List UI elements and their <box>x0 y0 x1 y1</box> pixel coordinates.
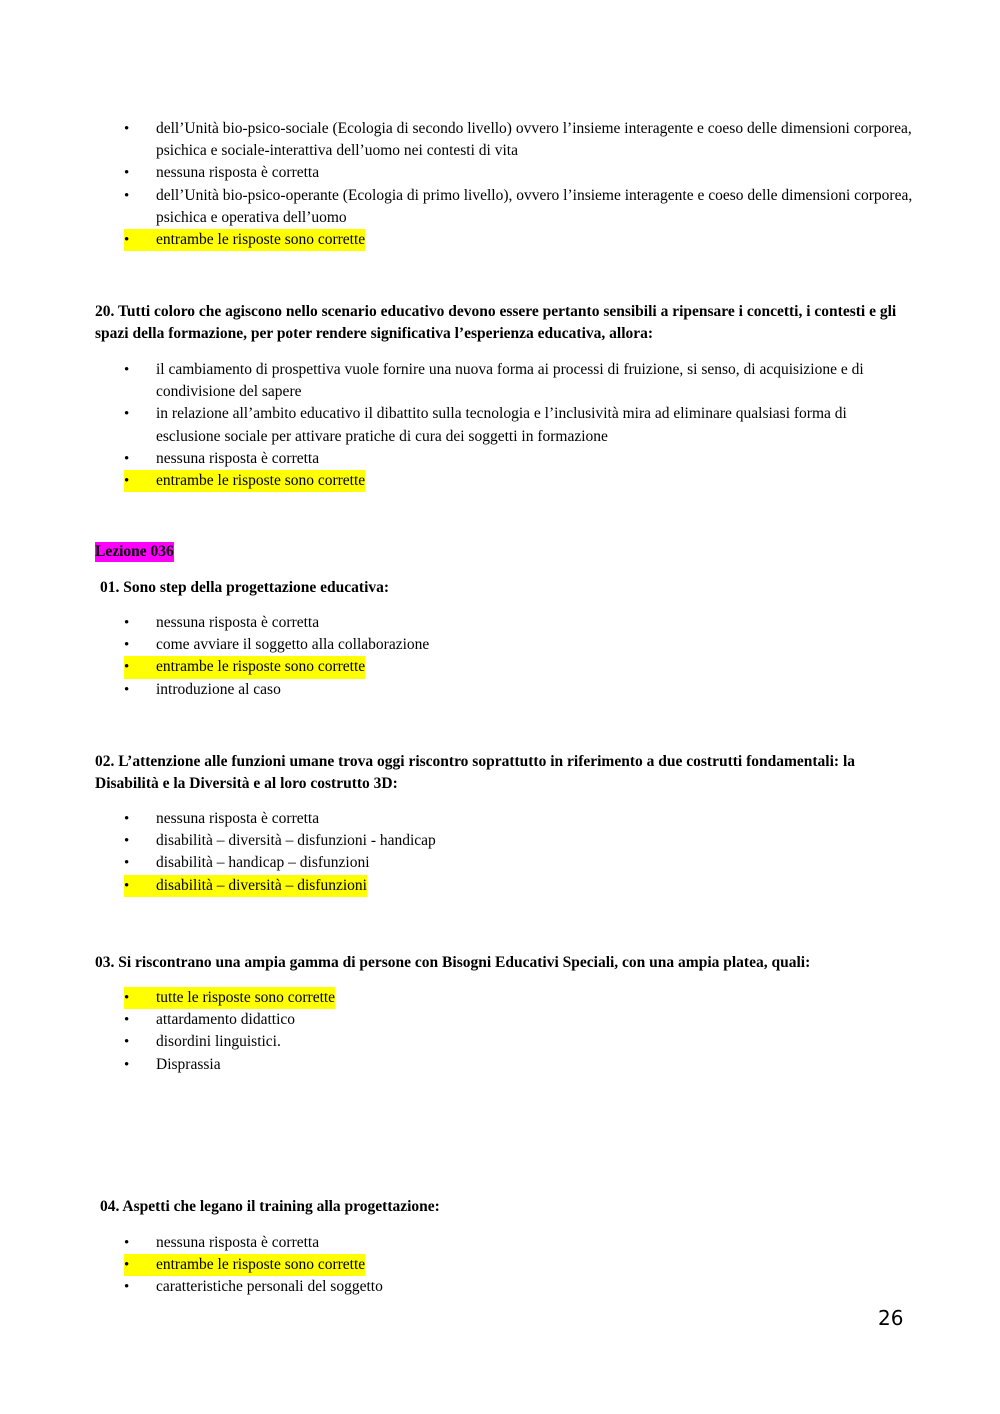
bullet-icon: • <box>124 1012 130 1029</box>
answer-item <box>124 185 914 229</box>
answer-text: entrambe le risposte sono corrette <box>156 1256 366 1274</box>
answer-item <box>124 679 914 701</box>
answer-item <box>124 830 914 852</box>
answer-text: caratteristiche personali del soggetto <box>156 1278 383 1296</box>
answer-text: entrambe le risposte sono corrette <box>156 472 366 490</box>
answer-text: dell’Unità bio-psico-sociale (Ecologia di secondo livello) ovvero l’insieme interagente e coeso delle dimensioni corporea, psichica e sociale-interattiva dell’uomo nei contesti di vita <box>156 120 912 160</box>
answer-text: Disprassia <box>156 1055 221 1073</box>
answer-text: disabilità – diversità – disfunzioni - handicap <box>156 832 436 850</box>
answer-item <box>124 808 914 830</box>
bullet-icon: • <box>124 165 130 182</box>
q01-answer-list <box>124 612 914 701</box>
answer-text: in relazione all’ambito educativo il dibattito sulla tecnologia e l’inclusività mira ad eliminare qualsiasi forma di esclusione sociale per attivare pratiche di cura dei soggetti in formazione <box>156 405 847 445</box>
answer-text: introduzione al caso <box>156 680 281 698</box>
answer-text: nessuna risposta è corretta <box>156 810 320 827</box>
bullet-icon: • <box>124 1034 130 1051</box>
answer-item-correct <box>124 229 365 251</box>
bullet-icon: • <box>124 1279 130 1296</box>
lesson-title: Lezione 036 <box>95 543 174 560</box>
answer-item <box>124 1054 914 1076</box>
answer-item <box>124 1009 914 1031</box>
answer-text: nessuna risposta è corretta <box>156 614 320 631</box>
answer-text: nessuna risposta è corretta <box>156 449 320 467</box>
answer-item <box>124 612 914 634</box>
answer-text: dell’Unità bio-psico-operante (Ecologia di primo livello), ovvero l’insieme interagente e coeso delle dimensioni corporea, psichica e operativa dell’uomo <box>156 186 913 226</box>
question-04: 04. Aspetti che legano il training alla progettazione: <box>100 1198 440 1215</box>
bullet-icon: • <box>124 681 130 698</box>
q02-answer-list <box>124 808 914 897</box>
question-03: 03. Si riscontrano una ampia gamma di persone con Bisogni Educativi Speciali, con una ampia platea, quali: <box>95 954 811 971</box>
bullet-icon: • <box>124 990 130 1006</box>
answer-item <box>124 359 914 403</box>
page-number: 26 <box>878 1306 904 1330</box>
bullet-icon: • <box>124 362 130 378</box>
bullet-icon: • <box>124 1257 130 1274</box>
bullet-icon: • <box>124 187 130 204</box>
q20-answer-list <box>124 359 914 492</box>
bullet-icon: • <box>124 450 130 467</box>
bullet-icon: • <box>124 615 130 631</box>
answer-text: disordini linguistici. <box>156 1033 281 1051</box>
answer-item <box>124 634 914 656</box>
answer-text: disabilità – handicap – disfunzioni <box>156 854 370 872</box>
answer-text: il cambiamento di prospettiva vuole fornire una nuova forma ai processi di fruizione, si senso, di acquisizione e di condivisione del sapere <box>156 361 864 401</box>
answer-text: entrambe le risposte sono corrette <box>156 231 366 249</box>
bullet-icon: • <box>124 232 130 249</box>
answer-text: disabilità – diversità – disfunzioni <box>156 876 367 894</box>
answer-text: nessuna risposta è corretta <box>156 1234 320 1251</box>
bullet-icon: • <box>124 811 130 827</box>
answer-item <box>124 1031 914 1053</box>
bullet-icon: • <box>124 406 130 423</box>
answer-item-correct <box>124 656 365 678</box>
question-02: 02. L’attenzione alle funzioni umane trova oggi riscontro soprattutto in riferimento a due costrutti fondamentali: la Disabilità e la Diversità e al loro costrutto 3D: <box>95 753 856 792</box>
bullet-icon: • <box>124 121 130 137</box>
answer-item <box>124 1276 914 1298</box>
answer-item <box>124 448 914 470</box>
question-20: 20. Tutti coloro che agiscono nello scenario educativo devono essere pertanto sensibili a ripensare i concetti, i contesti e gli spazi della formazione, per poter rendere significativa l’esperienza educativa, allora: <box>95 303 897 342</box>
answer-text: tutte le risposte sono corrette <box>156 989 336 1006</box>
answer-item-correct <box>124 470 365 492</box>
bullet-icon: • <box>124 877 130 894</box>
bullet-icon: • <box>124 855 130 872</box>
q04-answer-list <box>124 1232 914 1299</box>
answer-item <box>124 852 914 874</box>
answer-item-correct <box>124 875 367 897</box>
question-01: 01. Sono step della progettazione educativa: <box>100 579 390 596</box>
q19-answer-list <box>124 118 914 251</box>
q03-answer-list <box>124 987 914 1076</box>
answer-item <box>124 1232 914 1254</box>
answer-text: attardamento didattico <box>156 1011 296 1029</box>
bullet-icon: • <box>124 473 130 490</box>
answer-item-correct <box>124 1254 365 1276</box>
answer-item <box>124 118 914 162</box>
answer-text: come avviare il soggetto alla collaborazione <box>156 636 430 654</box>
answer-item <box>124 162 914 184</box>
bullet-icon: • <box>124 833 130 850</box>
answer-item-correct <box>124 987 335 1009</box>
bullet-icon: • <box>124 637 130 654</box>
answer-item <box>124 403 914 447</box>
bullet-icon: • <box>124 659 130 676</box>
answer-text: nessuna risposta è corretta <box>156 164 320 182</box>
bullet-icon: • <box>124 1235 130 1251</box>
bullet-icon: • <box>124 1056 130 1073</box>
answer-text: entrambe le risposte sono corrette <box>156 658 366 676</box>
